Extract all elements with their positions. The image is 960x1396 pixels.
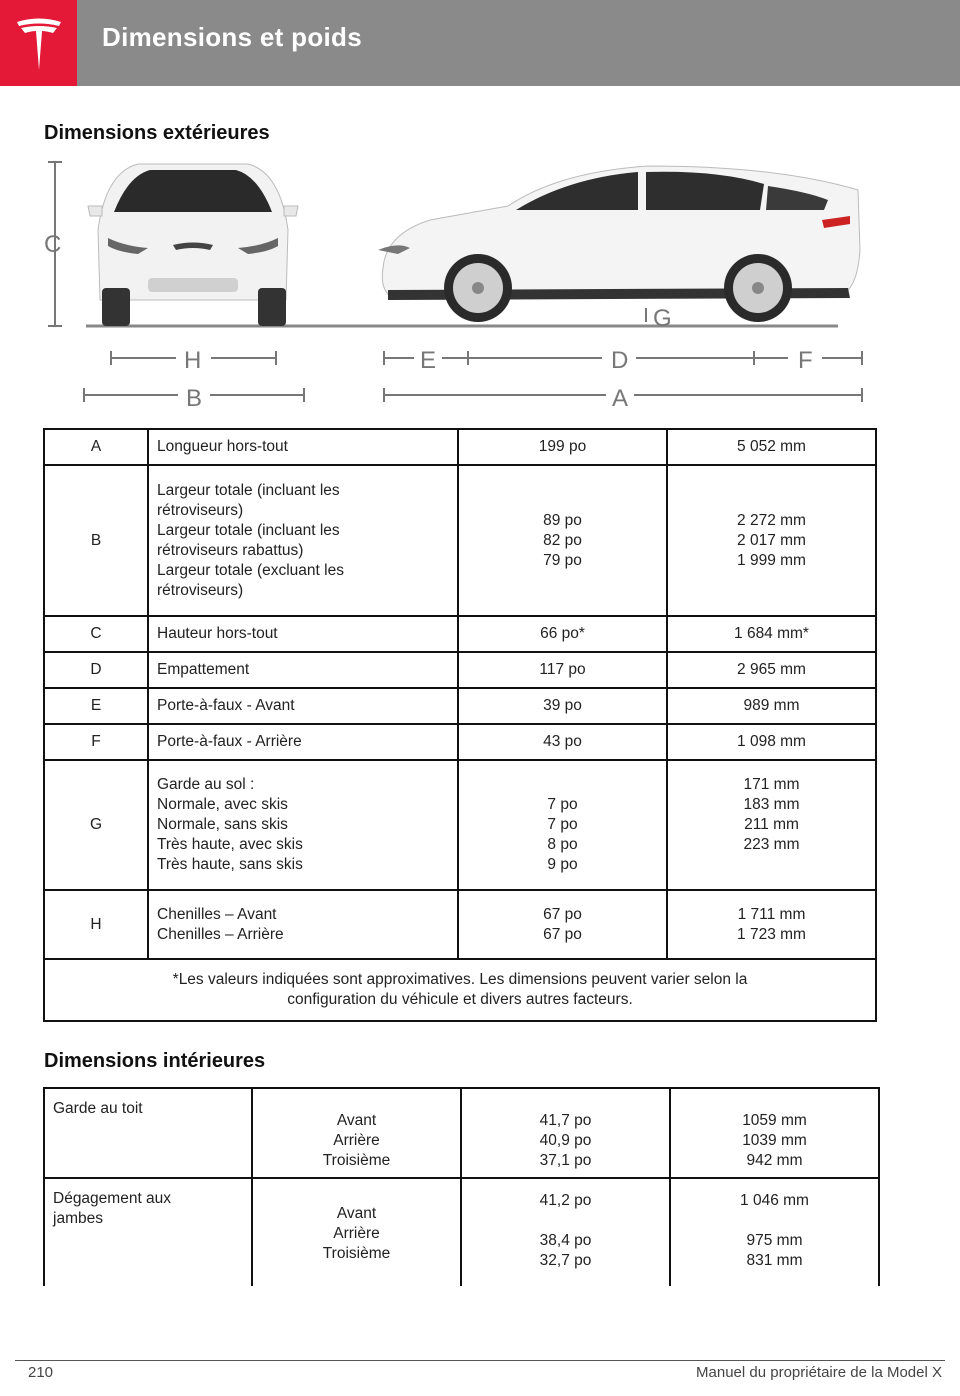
row-value-inches: 117 po bbox=[458, 652, 667, 688]
row-letter: F bbox=[44, 724, 148, 760]
row-value-inches: 7 po 7 po 8 po 9 po bbox=[458, 760, 667, 890]
car-side-view bbox=[378, 166, 860, 322]
row-label: Garde au sol : Normale, avec skis Normale, sans skis Très haute, avec skis Très haute, sans skis bbox=[148, 760, 458, 890]
row-value-mm: 1 711 mm 1 723 mm bbox=[667, 890, 876, 959]
row-label: Hauteur hors-tout bbox=[148, 616, 458, 652]
row-letter: B bbox=[44, 465, 148, 616]
row-label: Porte-à-faux - Arrière bbox=[148, 724, 458, 760]
row-letter: A bbox=[44, 429, 148, 465]
row-value-mm: 171 mm 183 mm 211 mm 223 mm bbox=[667, 760, 876, 890]
tesla-logo-icon bbox=[0, 0, 77, 86]
page-number: 210 bbox=[28, 1364, 54, 1381]
table-row bbox=[44, 1088, 879, 1178]
row-letter: C bbox=[44, 616, 148, 652]
table-row bbox=[44, 890, 876, 959]
diagram-label-g: G bbox=[653, 305, 672, 332]
row-value-inches: 39 po bbox=[458, 688, 667, 724]
row-value-mm: 1 046 mm 975 mm 831 mm bbox=[670, 1178, 879, 1286]
table-row bbox=[44, 1178, 879, 1286]
diagram-label-c: C bbox=[44, 231, 62, 258]
table-row bbox=[44, 688, 876, 724]
row-value-inches: 67 po 67 po bbox=[458, 890, 667, 959]
page-header bbox=[0, 0, 960, 86]
row-value-mm: 2 272 mm 2 017 mm 1 999 mm bbox=[667, 465, 876, 616]
row-label: Garde au toit bbox=[44, 1088, 252, 1178]
row-label: Dégagement aux jambes bbox=[44, 1178, 252, 1286]
diagram-label-b: B bbox=[186, 385, 203, 412]
diagram-label-f: F bbox=[798, 347, 813, 374]
diagram-label-a: A bbox=[612, 385, 629, 412]
row-seat-positions: Avant Arrière Troisième bbox=[252, 1088, 461, 1178]
exterior-dimensions-table bbox=[43, 428, 877, 1022]
row-label: Chenilles – Avant Chenilles – Arrière bbox=[148, 890, 458, 959]
row-value-mm: 1059 mm 1039 mm 942 mm bbox=[670, 1088, 879, 1178]
row-value-inches: 66 po* bbox=[458, 616, 667, 652]
row-value-inches: 43 po bbox=[458, 724, 667, 760]
table-row bbox=[44, 616, 876, 652]
row-letter: G bbox=[44, 760, 148, 890]
row-value-inches: 41,2 po 38,4 po 32,7 po bbox=[461, 1178, 670, 1286]
vehicle-dimensions-diagram bbox=[38, 150, 878, 415]
interior-dimensions-table bbox=[43, 1087, 880, 1286]
row-label: Longueur hors-tout bbox=[148, 429, 458, 465]
row-label: Largeur totale (incluant les rétroviseurs) Largeur totale (incluant les rétroviseurs rabattus) Largeur totale (excluant les rétroviseurs) bbox=[148, 465, 458, 616]
interior-dimensions-heading: Dimensions intérieures bbox=[44, 1050, 266, 1072]
row-letter: D bbox=[44, 652, 148, 688]
row-label: Empattement bbox=[148, 652, 458, 688]
row-value-inches: 199 po bbox=[458, 429, 667, 465]
diagram-label-h: H bbox=[184, 347, 202, 374]
row-seat-positions: Avant Arrière Troisième bbox=[252, 1178, 461, 1286]
row-value-inches: 89 po 82 po 79 po bbox=[458, 465, 667, 616]
table-row bbox=[44, 429, 876, 465]
table-row bbox=[44, 760, 876, 890]
row-value-mm: 1 098 mm bbox=[667, 724, 876, 760]
diagram-label-d: D bbox=[611, 347, 629, 374]
row-value-mm: 2 965 mm bbox=[667, 652, 876, 688]
table-row bbox=[44, 724, 876, 760]
table-row bbox=[44, 465, 876, 616]
diagram-label-e: E bbox=[420, 347, 437, 374]
exterior-dimensions-heading: Dimensions extérieures bbox=[44, 122, 270, 144]
row-value-inches: 41,7 po 40,9 po 37,1 po bbox=[461, 1088, 670, 1178]
table-footnote-row bbox=[44, 959, 876, 1021]
row-letter: H bbox=[44, 890, 148, 959]
car-front-view bbox=[88, 164, 298, 326]
row-value-mm: 5 052 mm bbox=[667, 429, 876, 465]
manual-title: Manuel du propriétaire de la Model X bbox=[696, 1364, 942, 1381]
footer-divider bbox=[15, 1360, 945, 1361]
row-label: Porte-à-faux - Avant bbox=[148, 688, 458, 724]
footnote: *Les valeurs indiquées sont approximatives. Les dimensions peuvent varier selon la configuration du véhicule et divers autres facteurs. bbox=[44, 959, 876, 1021]
row-letter: E bbox=[44, 688, 148, 724]
row-value-mm: 989 mm bbox=[667, 688, 876, 724]
row-value-mm: 1 684 mm* bbox=[667, 616, 876, 652]
table-row bbox=[44, 652, 876, 688]
page-title: Dimensions et poids bbox=[102, 22, 362, 52]
